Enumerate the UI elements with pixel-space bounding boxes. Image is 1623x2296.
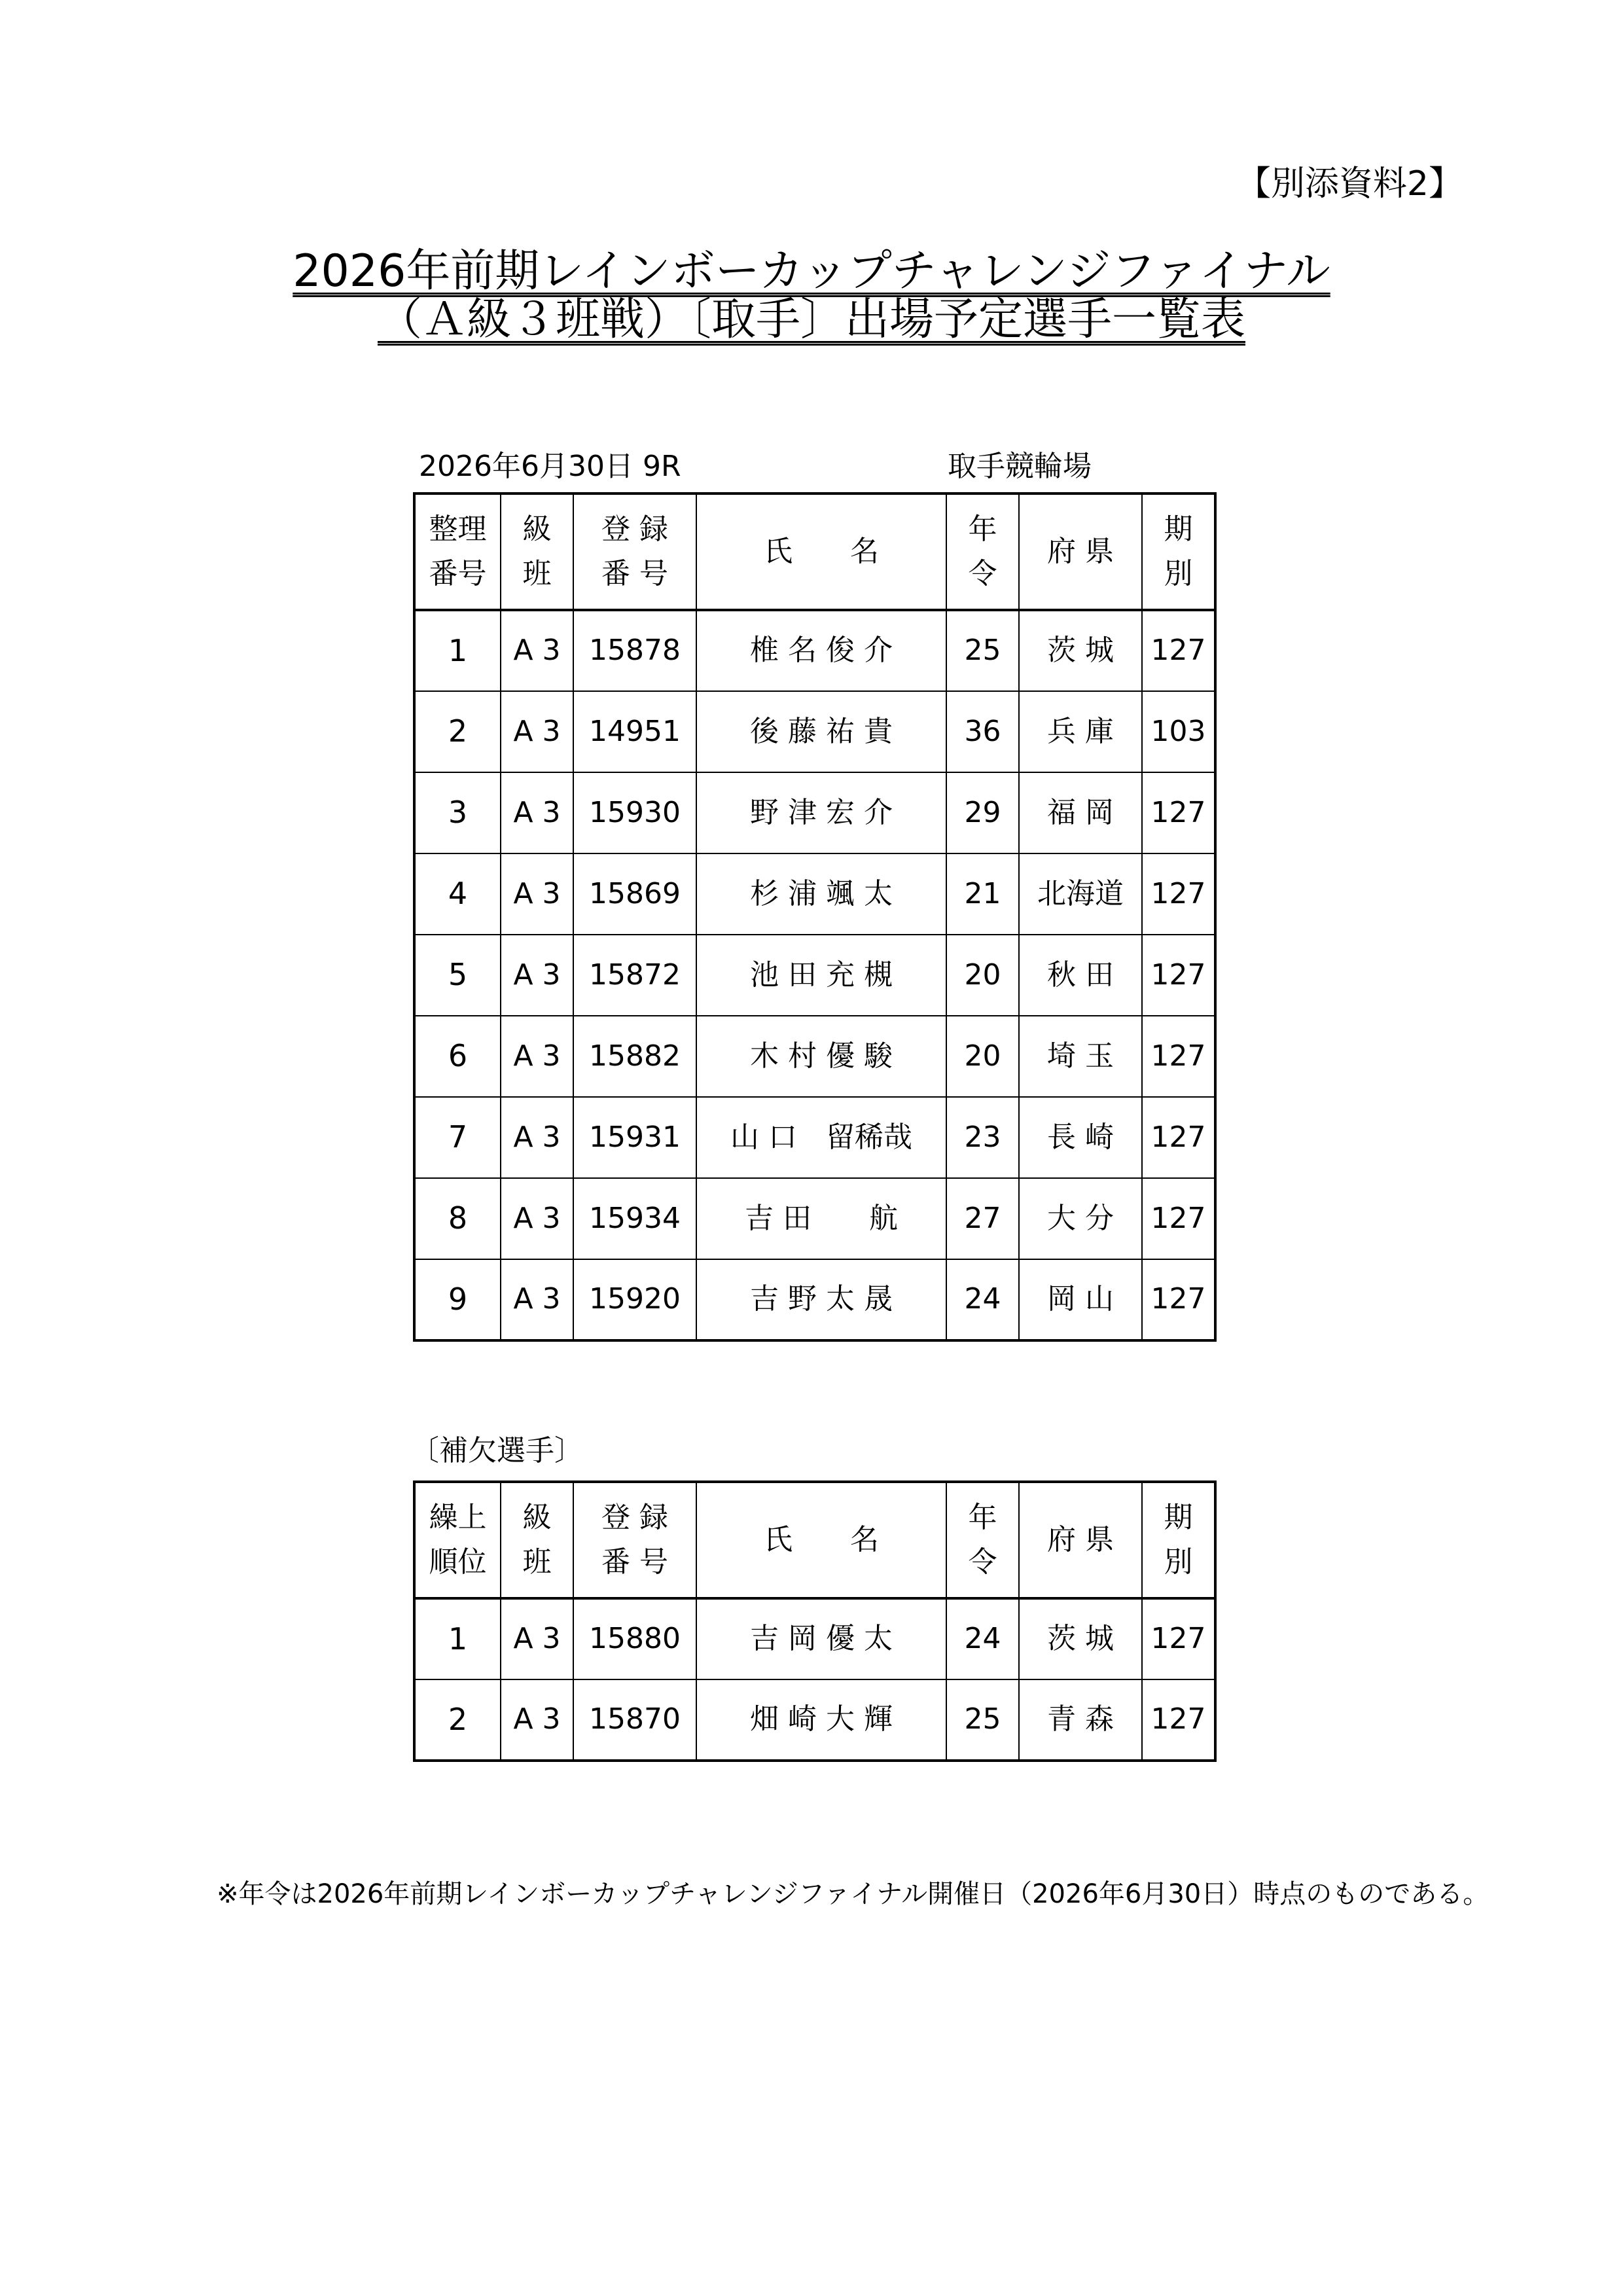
row-reg-number: 15930	[573, 772, 696, 853]
row-age: 25	[946, 610, 1019, 691]
row-class: A 3	[501, 1097, 573, 1178]
row-reg-number: 15880	[573, 1598, 696, 1679]
row-class: A 3	[501, 691, 573, 772]
row-prefecture: 茨 城	[1019, 1598, 1142, 1679]
row-prefecture: 北海道	[1019, 853, 1142, 935]
row-term: 127	[1142, 1598, 1215, 1679]
row-number: 5	[414, 935, 501, 1016]
row-age: 24	[946, 1259, 1019, 1340]
row-name: 池 田 充 槻	[696, 935, 946, 1016]
row-name: 椎 名 俊 介	[696, 610, 946, 691]
header-order: 繰上 順位	[414, 1482, 501, 1598]
row-class: A 3	[501, 1259, 573, 1340]
row-number: 9	[414, 1259, 501, 1340]
table-row	[414, 1178, 1215, 1259]
row-reg-number: 15870	[573, 1679, 696, 1761]
row-class: A 3	[501, 1679, 573, 1761]
header-pref: 府 県	[1019, 1482, 1142, 1598]
table-row	[414, 610, 1215, 691]
row-name: 畑 崎 大 輝	[696, 1679, 946, 1761]
row-number: 2	[414, 691, 501, 772]
table-row	[414, 853, 1215, 935]
row-term: 127	[1142, 1679, 1215, 1761]
table-row	[414, 1016, 1215, 1097]
row-term: 127	[1142, 1178, 1215, 1259]
row-age: 29	[946, 772, 1019, 853]
row-age: 20	[946, 935, 1019, 1016]
row-reg-number: 15882	[573, 1016, 696, 1097]
row-class: A 3	[501, 853, 573, 935]
row-reg-number: 15931	[573, 1097, 696, 1178]
row-prefecture: 青 森	[1019, 1679, 1142, 1761]
table-row	[414, 1259, 1215, 1340]
header-class: 級 班	[501, 1482, 573, 1598]
row-class: A 3	[501, 1016, 573, 1097]
row-name: 山 口 留稀哉	[696, 1097, 946, 1178]
row-prefecture: 茨 城	[1019, 610, 1142, 691]
row-number: 3	[414, 772, 501, 853]
header-reg: 登 録 番 号	[573, 493, 696, 610]
header-term: 期 別	[1142, 1482, 1215, 1598]
table-row	[414, 935, 1215, 1016]
venue: 取手競輪場	[948, 450, 1092, 483]
row-number: 4	[414, 853, 501, 935]
row-prefecture: 兵 庫	[1019, 691, 1142, 772]
row-name: 吉 田 航	[696, 1178, 946, 1259]
row-prefecture: 福 岡	[1019, 772, 1142, 853]
title-line-2: （Ａ級３班戦）〔取手〕出場予定選手一覧表	[377, 294, 1245, 346]
row-age: 20	[946, 1016, 1019, 1097]
row-term: 127	[1142, 1259, 1215, 1340]
header-seiri: 整理 番号	[414, 493, 501, 610]
row-class: A 3	[501, 935, 573, 1016]
header-age: 年 令	[946, 493, 1019, 610]
row-number: 1	[414, 610, 501, 691]
row-class: A 3	[501, 1598, 573, 1679]
sub-header-row	[414, 1482, 1215, 1598]
row-reg-number: 15872	[573, 935, 696, 1016]
row-name: 後 藤 祐 貴	[696, 691, 946, 772]
table-row	[414, 772, 1215, 853]
table-row	[414, 1598, 1215, 1679]
row-prefecture: 大 分	[1019, 1178, 1142, 1259]
header-age: 年 令	[946, 1482, 1019, 1598]
row-prefecture: 岡 山	[1019, 1259, 1142, 1340]
row-term: 127	[1142, 853, 1215, 935]
race-info: 2026年6月30日 9R	[419, 450, 681, 483]
row-name: 杉 浦 颯 太	[696, 853, 946, 935]
footnote: ※年令は2026年前期レインボーカップチャレンジファイナル開催日（2026年6月30日）時点のものである。	[217, 1879, 1489, 1909]
header-name: 氏 名	[696, 1482, 946, 1598]
row-name: 吉 野 太 晟	[696, 1259, 946, 1340]
header-row	[414, 493, 1215, 610]
header-name: 氏 名	[696, 493, 946, 610]
row-reg-number: 14951	[573, 691, 696, 772]
substitute-label: 〔補欠選手〕	[410, 1434, 583, 1467]
row-age: 23	[946, 1097, 1019, 1178]
row-number: 6	[414, 1016, 501, 1097]
table-row	[414, 691, 1215, 772]
header-pref: 府 県	[1019, 493, 1142, 610]
table-row	[414, 1679, 1215, 1761]
row-number: 2	[414, 1679, 501, 1761]
row-prefecture: 長 崎	[1019, 1097, 1142, 1178]
row-name: 野 津 宏 介	[696, 772, 946, 853]
row-reg-number: 15920	[573, 1259, 696, 1340]
row-reg-number: 15934	[573, 1178, 696, 1259]
attachment-label: 【別添資料2】	[1236, 164, 1463, 204]
row-reg-number: 15869	[573, 853, 696, 935]
row-term: 127	[1142, 935, 1215, 1016]
row-prefecture: 埼 玉	[1019, 1016, 1142, 1097]
row-term: 103	[1142, 691, 1215, 772]
row-term: 127	[1142, 772, 1215, 853]
header-term: 期 別	[1142, 493, 1215, 610]
row-class: A 3	[501, 772, 573, 853]
row-prefecture: 秋 田	[1019, 935, 1142, 1016]
row-class: A 3	[501, 610, 573, 691]
header-reg: 登 録 番 号	[573, 1482, 696, 1598]
row-number: 7	[414, 1097, 501, 1178]
row-age: 25	[946, 1679, 1019, 1761]
header-class: 級 班	[501, 493, 573, 610]
row-name: 木 村 優 駿	[696, 1016, 946, 1097]
row-number: 1	[414, 1598, 501, 1679]
row-age: 24	[946, 1598, 1019, 1679]
row-term: 127	[1142, 610, 1215, 691]
row-age: 27	[946, 1178, 1019, 1259]
row-age: 21	[946, 853, 1019, 935]
row-class: A 3	[501, 1178, 573, 1259]
substitute-table	[413, 1480, 1217, 1762]
row-reg-number: 15878	[573, 610, 696, 691]
row-term: 127	[1142, 1097, 1215, 1178]
row-number: 8	[414, 1178, 501, 1259]
table-row	[414, 1097, 1215, 1178]
row-term: 127	[1142, 1016, 1215, 1097]
row-age: 36	[946, 691, 1019, 772]
title-line-1: 2026年前期レインボーカップチャレンジファイナル	[293, 245, 1330, 297]
entry-table	[413, 492, 1217, 1342]
row-name: 吉 岡 優 太	[696, 1598, 946, 1679]
